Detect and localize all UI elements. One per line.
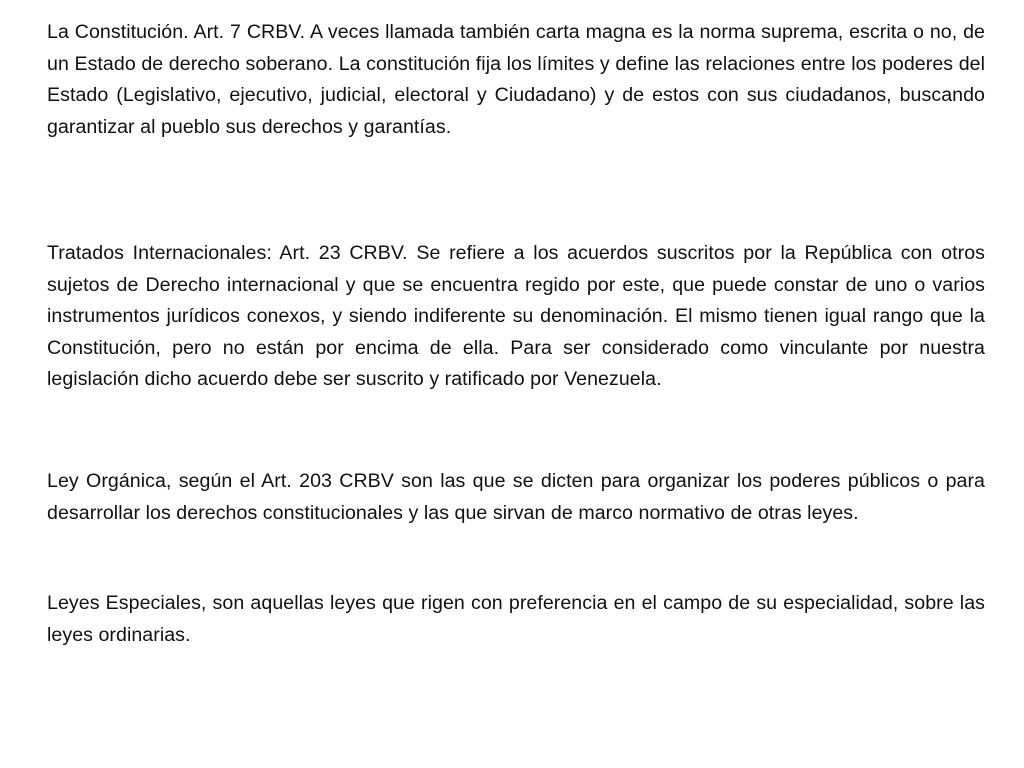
paragraph-leyes-especiales: Leyes Especiales, son aquellas leyes que rigen con preferencia en el campo de su especialidad, sobre las leyes ordinarias.: [47, 592, 985, 646]
paragraph-tratados-internacionales: Tratados Internacionales: Art. 23 CRBV. Se refiere a los acuerdos suscritos por la República con otros sujetos de Derecho internacional y que se encuentra regido por este, que puede constar de uno o varios instrumentos jurídicos conexos, y siendo indiferente su denominación. El mismo tienen igual rango que la Constitución, pero no están por encima de ella. Para ser considerado como vinculante por nuestra legislación dicho acuerdo debe ser suscrito y ratificado por Venezuela.: [47, 242, 985, 390]
paragraph-constitucion: La Constitución. Art. 7 CRBV. A veces llamada también carta magna es la norma suprema, escrita o no, de un Estado de derecho soberano. La constitución fija los límites y define las relaciones entre los poderes del Estado (Legislativo, ejecutivo, judicial, electoral y Ciudadano) y de estos con sus ciudadanos, buscando garantizar al pueblo sus derechos y garantías.: [47, 21, 985, 138]
paragraph-ley-organica: Ley Orgánica, según el Art. 203 CRBV son las que se dicten para organizar los poderes públicos o para desarrollar los derechos constitucionales y las que sirvan de marco normativo de otras leyes.: [47, 470, 985, 524]
